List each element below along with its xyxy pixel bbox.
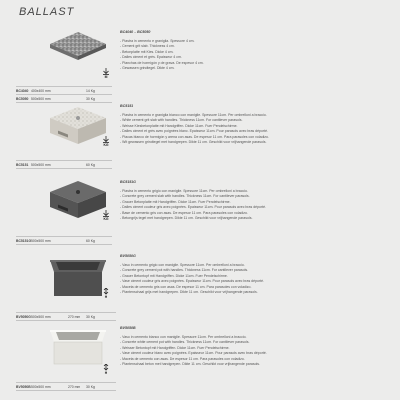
table-row: BV5050B 500x500 mm 270 mm 30 Kg [16, 382, 116, 391]
weight-icon [102, 136, 110, 143]
height-icon [102, 364, 110, 371]
table-row: BC5050 500x500 mm 30 Kg [16, 94, 112, 103]
height-icon [102, 288, 110, 295]
icon-label: H [104, 371, 108, 375]
dimension-table [16, 382, 116, 391]
description-block: BV5050G - Vaso in cemento grigio con maniglie. Spessore 11cm. Per ombrelloni a braccio. - Concrete grey cement pot with handles. Thickness 11cm. For cantilever parasols. - Grauer Betontopf mit Handgriffen. Dicke 11cm. Fuer Pendelschirme. - Vase ciment couleur gris avec poignées. Epaisseur 11cm. Pour parasols avec bras déporté. - Maceta de cemento gris con asas. De espesor 11 cm. Para parasoles con voladizo. - Plantenschaal grijs met handgrepen. Dikte 11 cm. Geschikt voor vrijhangende parasols. [120, 254, 265, 294]
white-pot-image [46, 324, 110, 368]
icon-group [99, 68, 113, 79]
icon-group [99, 288, 113, 299]
weight-icon [102, 68, 110, 75]
product-code: BV5050G [120, 254, 136, 258]
weight-icon [102, 210, 110, 217]
table-row: BC4040 400x400 mm 14 Kg [16, 86, 112, 94]
description-block: BC4040 – BC5050 - Piastra in cemento e graniglia. Spessore 4 cm. - Cement grit slab. Thickness 4 cm. - Betonplatte mit Kies. Dicke 4 cm. - Dalles ciment et grès. Epaisseur 4 cm. - Planchas de hormigón y de grava. De espesor 4 cm. - Gewassen grindtegel. Dikte 4 cm. [120, 30, 204, 70]
table-row: BV5050G 500x500 mm 270 mm 30 Kg [16, 312, 116, 321]
icon-label: M [104, 75, 108, 79]
page-title: BALLAST [19, 6, 75, 18]
icon-label: H [104, 295, 108, 299]
granite-slab-image [46, 28, 110, 70]
icon-group [99, 364, 113, 375]
icon-label: KG [103, 217, 109, 221]
dimension-table [16, 236, 112, 245]
dimension-table [16, 160, 112, 169]
product-code: BC4040 – BC5050 [120, 30, 151, 34]
description-block: BC5151 - Piastra in cemento e graniglia bianco con maniglie. Spessore 11cm. Per ombrelloni a braccio. - White cement grit slab with handles. Thickness 11cm. For cantilever parasols. - Weisse Kiesbetonplatte mit Handgriffen. Dicke 11cm. Fuer Pendelschirme. - Dalles ciment et grès avec poignées blanc. Epaisseur 11cm. Pour parasols avec bras déporté. - Placas blanco de hormigón y arena con asas. De espesor 11 cm. Para parasoles con voladizo. - Wit gewassen grindtegel met handgrepen. Dikte 11 cm. Geschikt voor vrijhangende parasols. [120, 104, 269, 144]
dimension-table [16, 312, 116, 321]
description-block: BC5151G - Piastra in cemento grigio con maniglie. Spessore 11cm. Per ombrelloni a braccio. - Concrete grey cement slab with handles. Thickness 11cm. For cantilever parasols. - Grauer Betonplatte mit Handgriffen. Dicke 11cm. Fuer Pendelschirme. - Dalles ciment couleur gris avec poignées. Epaisseur 11cm. Pour parasols avec bras déporté. - Base de cemento gris con asas. De espesor 11 cm. Para parasoles con voladizo. - Betongrijs tegel met handgrepen. Dikte 11 cm. Geschikt voor vrijhangende parasols. [120, 180, 267, 220]
icon-group [99, 210, 113, 221]
table-row: BC5151G 500x500 mm 60 Kg [16, 236, 112, 245]
description-block: BV5050B - Vaso in cemento bianco con maniglie. Spessore 11cm. Per ombrelloni a braccio. - Concrete white cement pot with handles. Thickness 11cm. For cantilever parasols. - Weisser Betontopf mit Handgriffen. Dicke 11cm. Fuer Pendelschirme. - Vase ciment couleur blanc avec poignées. Epaisseur 11cm. Pour parasols avec bras déporté. - Maceta de cemento con asas. De espesor 11 cm. Para parasoles con voladizo. - Plantenschaal beton met handgrepen. Dikte 11 cm. Geschikt voor vrijhangende parasols. [120, 326, 267, 366]
icon-label: KG [103, 143, 109, 147]
icon-group [99, 136, 113, 147]
product-code: BC5151G [120, 180, 136, 184]
product-code: BC5151 [120, 104, 134, 108]
dimension-table [16, 86, 112, 103]
product-code: BV5050B [120, 326, 136, 330]
table-row: BC5151 500x500 mm 60 Kg [16, 160, 112, 169]
